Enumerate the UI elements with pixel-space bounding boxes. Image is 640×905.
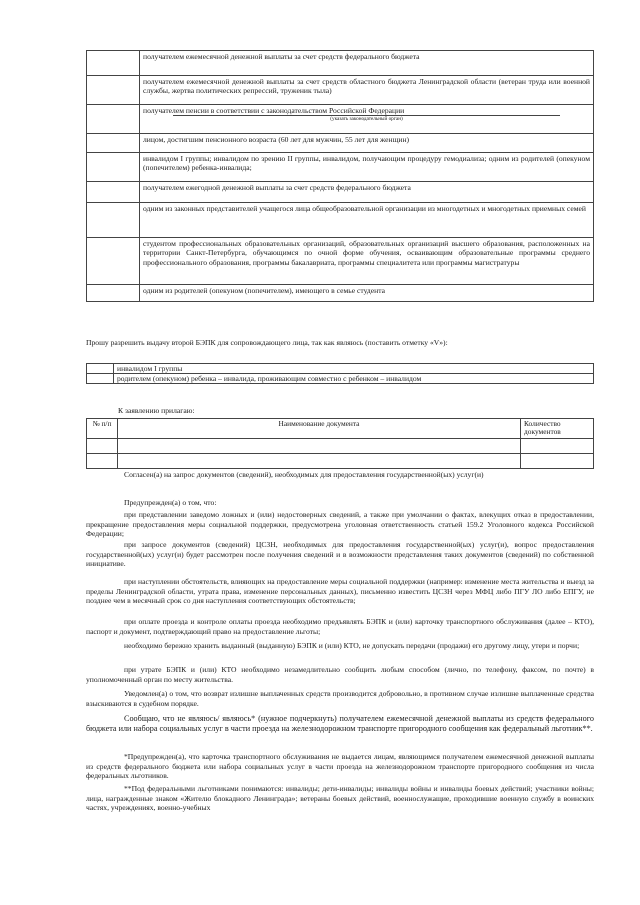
warning-item: при утрате БЭПК и (или) КТО необходимо незамедлительно сообщить любым способом (лично, по телефону, факсом, по почте) в уполномоченный орган по месту жительства. (86, 665, 594, 684)
category-row (87, 76, 594, 105)
sopr-label: инвалидом I группы (114, 364, 594, 374)
col-qty-header: Количество документов (521, 419, 594, 439)
warning-item: при представлении заведомо ложных и (или) недостоверных сведений, а также при умолчании о фактах, влекущих отказ в предоставлении, прекращение предоставления меры социальной поддержки, предусмотрена уголовная ответственность статьей 159.2 Уголовного кодекса Российской Федерации; (86, 510, 594, 539)
checkbox-cell[interactable] (87, 364, 114, 374)
sopr-table (86, 363, 594, 384)
sopr-row (87, 374, 594, 384)
checkbox-cell[interactable] (87, 374, 114, 384)
category-row (87, 153, 594, 182)
doc-qty-cell[interactable] (521, 453, 594, 468)
warning-item: необходимо бережно хранить выданный (выданную) БЭПК и (или) КТО, не допускать передачи (продажи) его другому лицу, утери и порчи; (124, 641, 580, 650)
documents-row (87, 438, 594, 453)
checkbox-cell[interactable] (87, 203, 140, 238)
documents-intro: К заявлению прилагаю: (118, 406, 195, 415)
checkbox-cell[interactable] (87, 153, 140, 182)
consent-paragraph: Согласен(а) на запрос документов (сведений), необходимых для предоставления государственной(ых) услуг(и) (124, 470, 484, 479)
warned-heading: Предупрежден(а) о том, что: (124, 498, 217, 507)
doc-name-cell[interactable] (118, 438, 521, 453)
category-row (87, 105, 594, 134)
category-table (86, 50, 594, 302)
category-row (87, 182, 594, 203)
doc-name-cell[interactable] (118, 453, 521, 468)
checkbox-cell[interactable] (87, 51, 140, 76)
refund-notice: Уведомлен(а) о том, что возврат излишне выплаченных средств производится добровольно, в противном случае излишне выплаченные средства взыскиваются в судебном порядке. (86, 689, 594, 708)
legislation-sub-note: (указать законодательный орган) (173, 115, 560, 122)
checkbox-cell[interactable] (87, 134, 140, 153)
category-row (87, 134, 594, 153)
warning-item: при наступлении обстоятельств, влияющих на предоставление меры социальной поддержки (например: изменение места жительства и выезд за пределы Ленинградской области, утрата права, изменение персональных данных), письменно известить ЦСЗН через МФЦ либо ПГУ ЛО либо ЕПГУ, не позднее чем в месячный срок со дня наступления соответствующих обстоятельств; (86, 577, 594, 606)
category-row (87, 51, 594, 76)
category-row (87, 238, 594, 285)
category-label: получателем ежемесячной денежной выплаты за счет средств федерального бюджета (140, 51, 594, 76)
category-label: получателем ежемесячной денежной выплаты за счет средств областного бюджета Ленинградской области (ветеран труда или военной службы, жертва политических репрессий, труженик тыла) (140, 76, 594, 105)
checkbox-cell[interactable] (87, 182, 140, 203)
documents-table (86, 418, 594, 469)
category-label: одним из родителей (опекуном (попечителем), имеющего в семье студента (140, 285, 594, 302)
doc-num-cell[interactable] (87, 438, 118, 453)
category-row (87, 285, 594, 302)
documents-row (87, 453, 594, 468)
category-label: лицом, достигшим пенсионного возраста (60 лет для мужчин, 55 лет для женщин) (140, 134, 594, 153)
category-label: одним из законных представителей учащегося лица общеобразовательной организации из многодетных и многодетных приемных семей (140, 203, 594, 238)
category-row (87, 203, 594, 238)
checkbox-cell[interactable] (87, 285, 140, 302)
status-declaration: Сообщаю, что не являюсь/ являюсь* (нужное подчеркнуть) получателем ежемесячной денежной выплаты из средств федерального бюджета или набора социальных услуг в части проезда на железнодорожном транспорте пригородного сообщения как федеральный льготник**. (86, 714, 594, 734)
footnote-2: **Под федеральными льготниками понимаются: инвалиды; дети-инвалиды; инвалиды войны и инвалиды боевых действий; участники войны; лица, награжденные знаком «Жителю блокадного Ленинграда»; ветераны боевых действий, военнослужащие, проходившие военную службу в воинских частях, учреждениях, военно-учебных (86, 784, 594, 813)
category-label: получателем ежегодной денежной выплаты за счет средств федерального бюджета (140, 182, 594, 203)
sopr-row (87, 364, 594, 374)
category-label: инвалидом I группы; инвалидом по зрению II группы, инвалидом, получающим процедуру гемодиализа; одним из родителей (опекуном (попечителем) ребенка-инвалида; (140, 153, 594, 182)
doc-num-cell[interactable] (87, 453, 118, 468)
warning-item: при оплате проезда и контроле оплаты проезда необходимо предъявлять БЭПК и (или) карточку транспортного обслуживания (далее – КТО), паспорт и документ, подтверждающий право на предоставление льготы; (86, 617, 594, 636)
sopr-intro: Прошу разрешить выдачу второй БЭПК для сопровождающего лица, так как являюсь (поставить отметку «V»): (86, 338, 448, 347)
checkbox-cell[interactable] (87, 238, 140, 285)
category-label: студентом профессиональных образовательных организаций, образовательных организаций высшего образования, расположенных на территории Санкт-Петербурга, обучающимся по очной форме обучения, осваивающим образовательные программы среднего профессионального образования, программы бакалавриата, программы специалитета или программы магистратуры (140, 238, 594, 285)
col-num-header: № п/п (87, 419, 118, 439)
col-name-header: Наименование документа (118, 419, 521, 439)
warning-item: при запросе документов (сведений) ЦСЗН, необходимых для предоставления государственной(ых) услуг(и), вопрос предоставления государственной(ых) услуг(и) будет рассмотрен после получения сведений и в возможности представления таких документов (сведений) по собственной инициативе. (86, 540, 594, 569)
checkbox-cell[interactable] (87, 76, 140, 105)
footnote-1: *Предупрежден(а), что карточка транспортного обслуживания не выдается лицам, являющимся получателем ежемесячной денежной выплаты из средств федерального бюджета или набора социальных услуг в части проезда на железнодорожном транспорте пригородного сообщения из числа федеральных льготников. (86, 752, 594, 781)
doc-qty-cell[interactable] (521, 438, 594, 453)
category-label: получателем пенсии в соответствии с законодательством Российской Федерации (143, 106, 405, 115)
documents-header-row (87, 419, 594, 439)
checkbox-cell[interactable] (87, 105, 140, 134)
sopr-label: родителем (опекуном) ребенка – инвалида, проживающим совместно с ребенком – инвалидом (114, 374, 594, 384)
